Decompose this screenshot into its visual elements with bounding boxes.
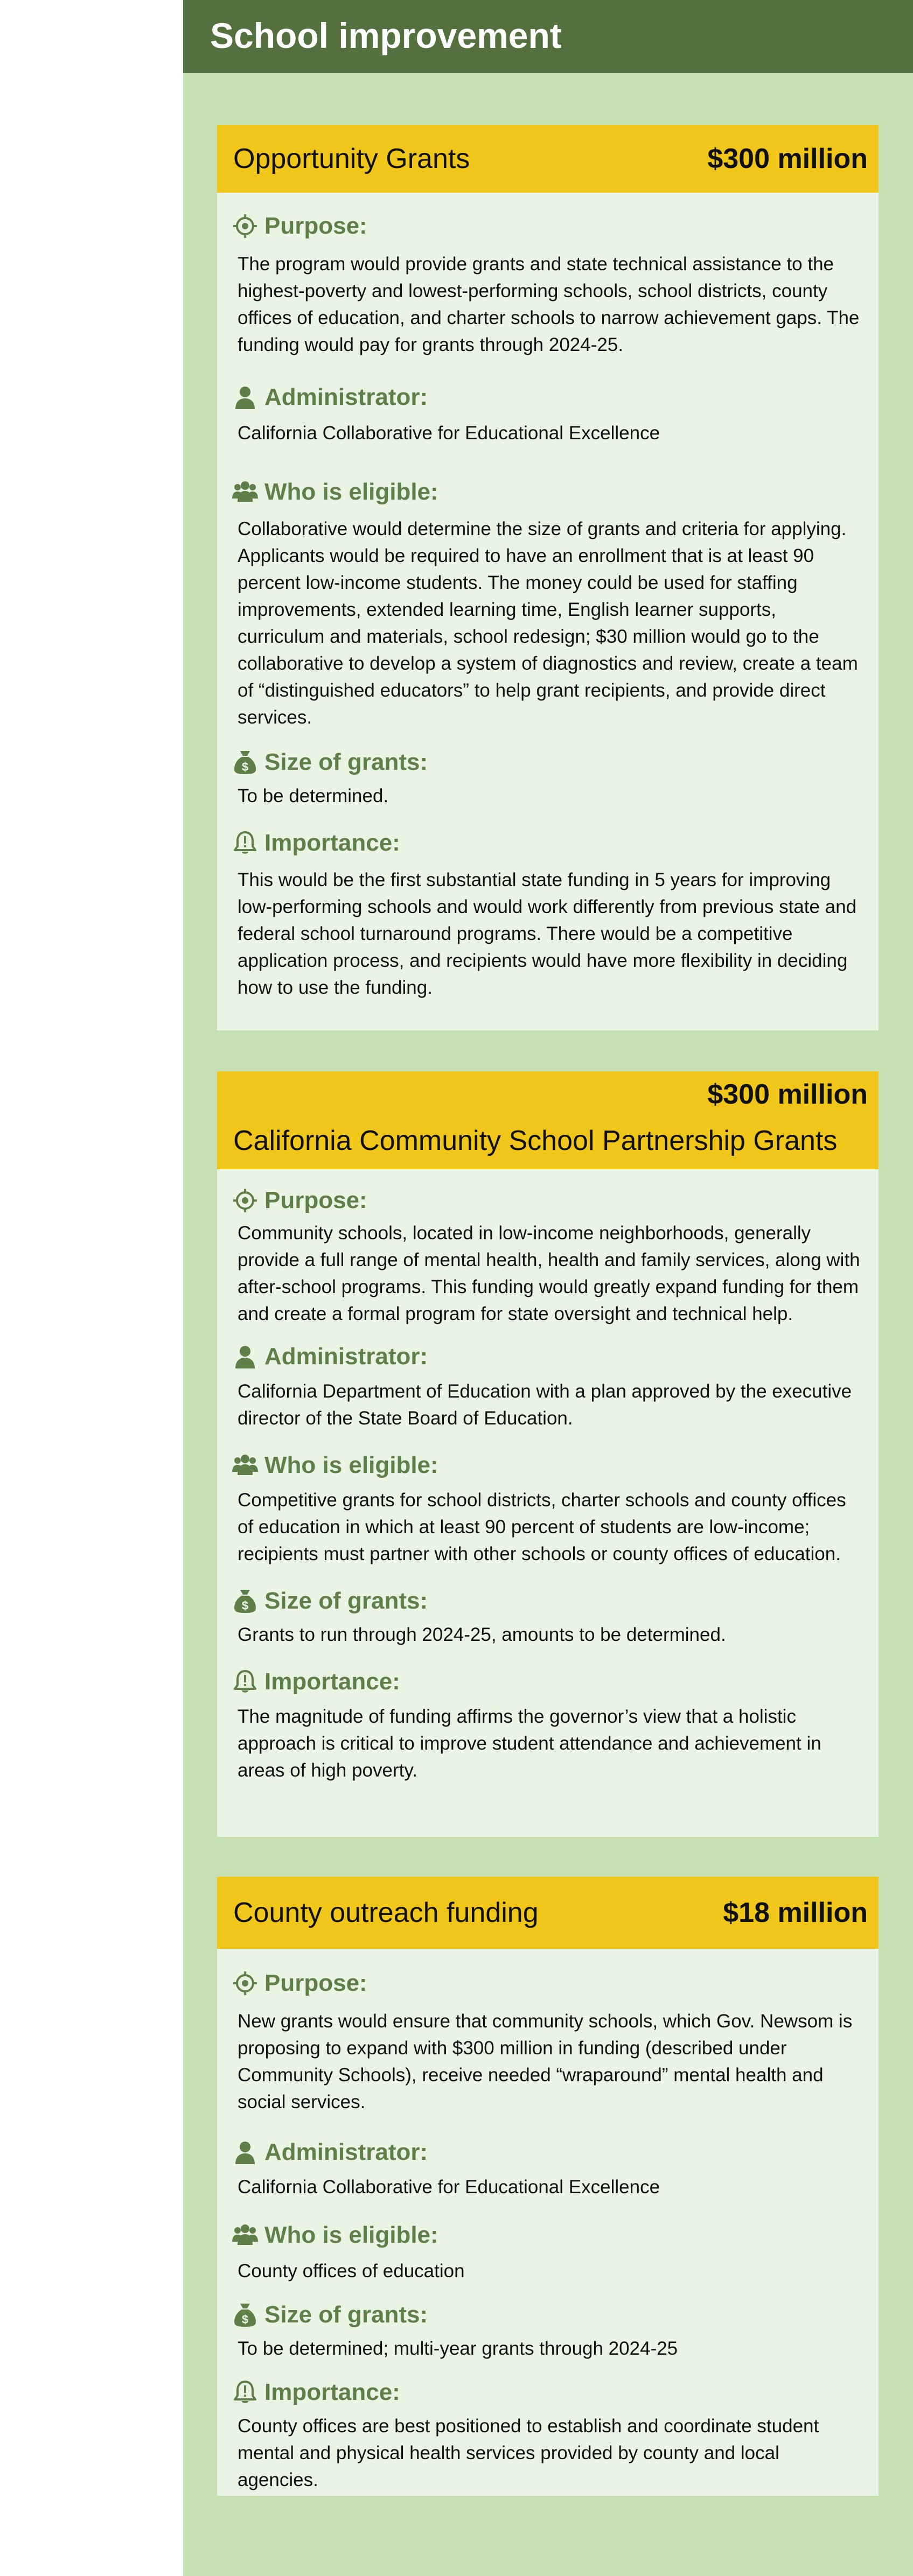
person-icon	[232, 384, 258, 410]
section-text: County offices of education	[238, 2261, 465, 2282]
section-label: Purpose:	[264, 213, 367, 239]
section-text: Collaborative would determine the size of grants and criteria for applying. Applicants would be required to have an enrollment that is at least 90 percent low-income students. The money could be used for staffing improvements, extended learning time, English learner supports, curriculum and materials, school redesign; $30 million would go to the collaborative to develop a system of diagnostics and review, create a team of “distinguished educators” to help grant recipients, and provide direct services.	[238, 518, 858, 728]
card-county-outreach-funding	[217, 1877, 879, 2496]
section-eligible	[232, 2218, 438, 2252]
school-improvement-panel	[183, 0, 913, 2576]
card-title: Opportunity Grants	[233, 143, 470, 174]
section-text: Grants to run through 2024-25, amounts to be determined.	[238, 1624, 726, 1645]
section-text: California Collaborative for Educational Excellence	[238, 2177, 660, 2198]
page-title: School improvement	[210, 16, 562, 55]
group-icon	[232, 1452, 258, 1478]
section-size	[232, 745, 428, 780]
section-importance	[232, 1665, 400, 1699]
section-text: New grants would ensure that community schools, which Gov. Newsom is proposing to expand with $300 million in funding (described under Community Schools), receive needed “wraparound” mental health and social services.	[238, 2011, 853, 2112]
section-text: The magnitude of funding affirms the governor’s view that a holistic approach is critical to improve student attendance and achievement in areas of high poverty.	[238, 1706, 821, 1781]
section-label: Administrator:	[264, 384, 428, 410]
section-label: Size of grants:	[264, 1588, 428, 1614]
section-text: This would be the first substantial state funding in 5 years for improving low-performing schools and would work differently from previous state and federal school turnaround programs. There would be a competitive application process, and recipients would have more flexibility in deciding how to use the funding.	[238, 869, 857, 998]
section-administrator	[232, 1339, 428, 1374]
section-purpose	[232, 209, 367, 243]
bell-alert-icon	[232, 830, 258, 856]
section-label: Administrator:	[264, 1343, 428, 1370]
section-text: California Collaborative for Educational Excellence	[238, 423, 660, 444]
header-bar	[183, 0, 913, 73]
section-text: Competitive grants for school districts, charter schools and county offices of education in which at least 90 percent of students are low-income; recipients must partner with other schools or county offices of education.	[238, 1490, 846, 1564]
person-icon	[232, 2139, 258, 2165]
bell-alert-icon	[232, 2380, 258, 2405]
card-amount: $300 million	[707, 1079, 868, 1110]
section-label: Administrator:	[264, 2139, 428, 2165]
section-text: Community schools, located in low-income neighborhoods, generally provide a full range of mental health, health and family services, along with after-school programs. This funding would greatly expand funding for them and create a formal program for state oversight and technical help.	[238, 1223, 860, 1324]
card-amount: $300 million	[707, 143, 868, 174]
card-community-school-grants	[217, 1071, 879, 1837]
section-administrator	[232, 2135, 428, 2170]
bell-alert-icon	[232, 1669, 258, 1695]
section-purpose	[232, 1183, 367, 1218]
money-bag-icon	[232, 749, 258, 775]
section-label: Who is eligible:	[264, 1452, 438, 1478]
section-text: To be determined.	[238, 785, 389, 806]
section-label: Purpose:	[264, 1187, 367, 1213]
section-label: Importance:	[264, 2379, 400, 2405]
card-header	[217, 1877, 879, 1949]
target-icon	[232, 1188, 258, 1213]
section-label: Importance:	[264, 1668, 400, 1695]
group-icon	[232, 2222, 258, 2248]
section-eligible	[232, 475, 438, 509]
money-bag-icon	[232, 1588, 258, 1614]
person-icon	[232, 1344, 258, 1370]
section-label: Who is eligible:	[264, 2222, 438, 2248]
section-size	[232, 1584, 428, 1618]
section-purpose	[232, 1966, 367, 2001]
section-text: The program would provide grants and state technical assistance to the highest-poverty and lowest-performing schools, school districts, county offices of education, and charter schools to narrow achievement gaps. The funding would pay for grants through 2024-25.	[238, 254, 860, 355]
section-label: Size of grants:	[264, 2301, 428, 2328]
section-eligible	[232, 1448, 438, 1483]
card-amount: $18 million	[723, 1897, 868, 1928]
section-importance	[232, 826, 400, 860]
target-icon	[232, 1970, 258, 1996]
card-opportunity-grants	[217, 125, 879, 1030]
section-importance	[232, 2375, 400, 2410]
section-label: Who is eligible:	[264, 479, 438, 505]
money-bag-icon	[232, 2302, 258, 2328]
section-text: County offices are best positioned to establish and coordinate student mental and physical health services provided by county and local agencies.	[238, 2416, 819, 2490]
section-administrator	[232, 380, 428, 415]
section-size	[232, 2298, 428, 2332]
section-label: Importance:	[264, 830, 400, 856]
target-icon	[232, 213, 258, 239]
section-label: Purpose:	[264, 1970, 367, 1996]
section-label: Size of grants:	[264, 749, 428, 775]
section-text: To be determined; multi-year grants through 2024-25	[238, 2338, 678, 2359]
section-text: California Department of Education with a plan approved by the executive director of the State Board of Education.	[238, 1381, 852, 1429]
card-title: California Community School Partnership Grants	[233, 1125, 838, 1156]
card-header	[217, 125, 879, 193]
card-header	[217, 1071, 879, 1169]
group-icon	[232, 479, 258, 505]
card-title: County outreach funding	[233, 1897, 539, 1928]
